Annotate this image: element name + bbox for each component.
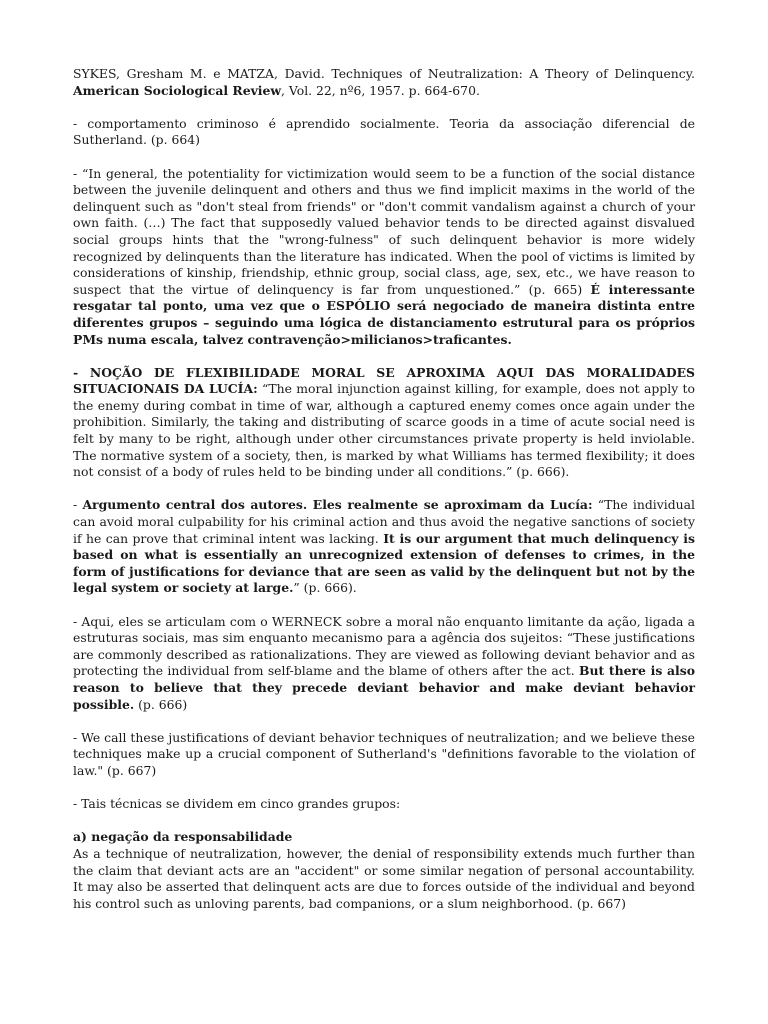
paragraph-5-tail: (p. 666): [134, 696, 188, 712]
paragraph-4-quote: “The individual can avoid moral culpability for his criminal action and thus avoid the negative sanctions of society if he can prove that criminal intent was lacking.: [73, 497, 695, 546]
paragraph-7: - Tais técnicas se dividem em cinco grandes grupos:: [73, 796, 401, 812]
paragraph-6: - We call these justifications of deviant behavior techniques of neutralization; and we believe these techniques make up a crucial component of Sutherland's "definitions favorable to the violation of law." (p. 667): [73, 729, 695, 778]
paragraph-2-quote: - “In general, the potentiality for victimization would seem to be a function of the social distance between the juvenile delinquent and others and thus we find implicit maxims in the world of the delinquent such as "don't steal from friends" or "don't commit vandalism against a church of your own faith. (…) The fact that supposedly valued behavior tends to be directed against disvalued social groups hints that the "wrong-fulness" of such delinquent behavior is more widely recognized by delinquents than the literature has indicated. When the pool of victims is limited by considerations of kinship, friendship, ethnic group, social class, age, sex, etc., we have reason to suspect that the virtue of delinquency is far from unquestioned.” (p. 665): [73, 165, 695, 297]
paragraph-3: [73, 365, 695, 481]
paragraph-2: [73, 166, 695, 349]
section-a-text: As a technique of neutralization, however, the denial of responsibility extends much further than the claim that deviant acts are an "accident" or some similar negation of personal accountability. It may also be asserted that delinquent acts are due to forces outside of the individual and beyond his control such as unloving parents, bad companions, or a slum neighborhood. (p. 667): [73, 845, 695, 911]
citation-journal: American Sociological Review: [73, 82, 282, 98]
paragraph-4-dash: -: [73, 497, 83, 513]
paragraph-5: [73, 614, 695, 714]
citation-details: , Vol. 22, nº6, 1957. p. 664-670.: [281, 82, 480, 98]
paragraph-4: [73, 497, 695, 597]
citation: [73, 66, 695, 99]
paragraph-3-quote: “The moral injunction against killing, for example, does not apply to the enemy during combat in time of war, although a captured enemy comes once again under the prohibition. Similarly, the taking and distributing of scarce goods in a time of acute social need is felt by many to be right, although under other circumstances private property is held inviolable. The normative system of a society, then, is marked by what Williams has termed flexibility; it does not consist of a body of rules held to be binding under all conditions.” (p. 666).: [73, 381, 695, 480]
section-a: [73, 829, 695, 912]
paragraph-5-bold: But there is also reason to believe that they precede deviant behavior and make deviant behavior possible.: [73, 663, 695, 712]
paragraph-2-comment: É interessante resgatar tal ponto, uma vez que o ESPÓLIO será negociado de maneira distinta entre diferentes grupos – seguindo uma lógica de distanciamento estrutural para os próprios PMs numa escala, talvez contravenção>milicianos>traficantes.: [73, 281, 695, 347]
paragraph-5-text: - Aqui, eles se articulam com o WERNECK sobre a moral não enquanto limitante da ação, ligada a estruturas sociais, mas sim enquanto mecanismo para a agência dos sujeitos: “These justifications are commonly described as rationalizations. They are viewed as following deviant behavior and as protecting the individual from self-blame and the blame of others after the act.: [73, 613, 695, 679]
paragraph-3-lead: - NOÇÃO DE FLEXIBILIDADE MORAL SE APROXIMA AQUI DAS MORALIDADES SITUACIONAIS DA LUCÍA:: [73, 364, 695, 397]
section-a-heading: a) negação da responsabilidade: [73, 829, 293, 845]
paragraph-4-tail: ” (p. 666).: [293, 580, 357, 596]
paragraph-1: - comportamento criminoso é aprendido socialmente. Teoria da associação diferencial de Sutherland. (p. 664): [73, 115, 695, 148]
paragraph-4-bold: It is our argument that much delinquency is based on what is essentially an unrecognized extension of defenses to crimes, in the form of justifications for deviance that are seen as valid by the delinquent but not by the legal system or society at large.: [73, 530, 695, 596]
citation-authors: SYKES, Gresham M. e MATZA, David. Techniques of Neutralization: A Theory of Delinquency.: [73, 66, 695, 81]
paragraph-4-lead: Argumento central dos autores. Eles realmente se aproximam da Lucía:: [82, 497, 593, 513]
